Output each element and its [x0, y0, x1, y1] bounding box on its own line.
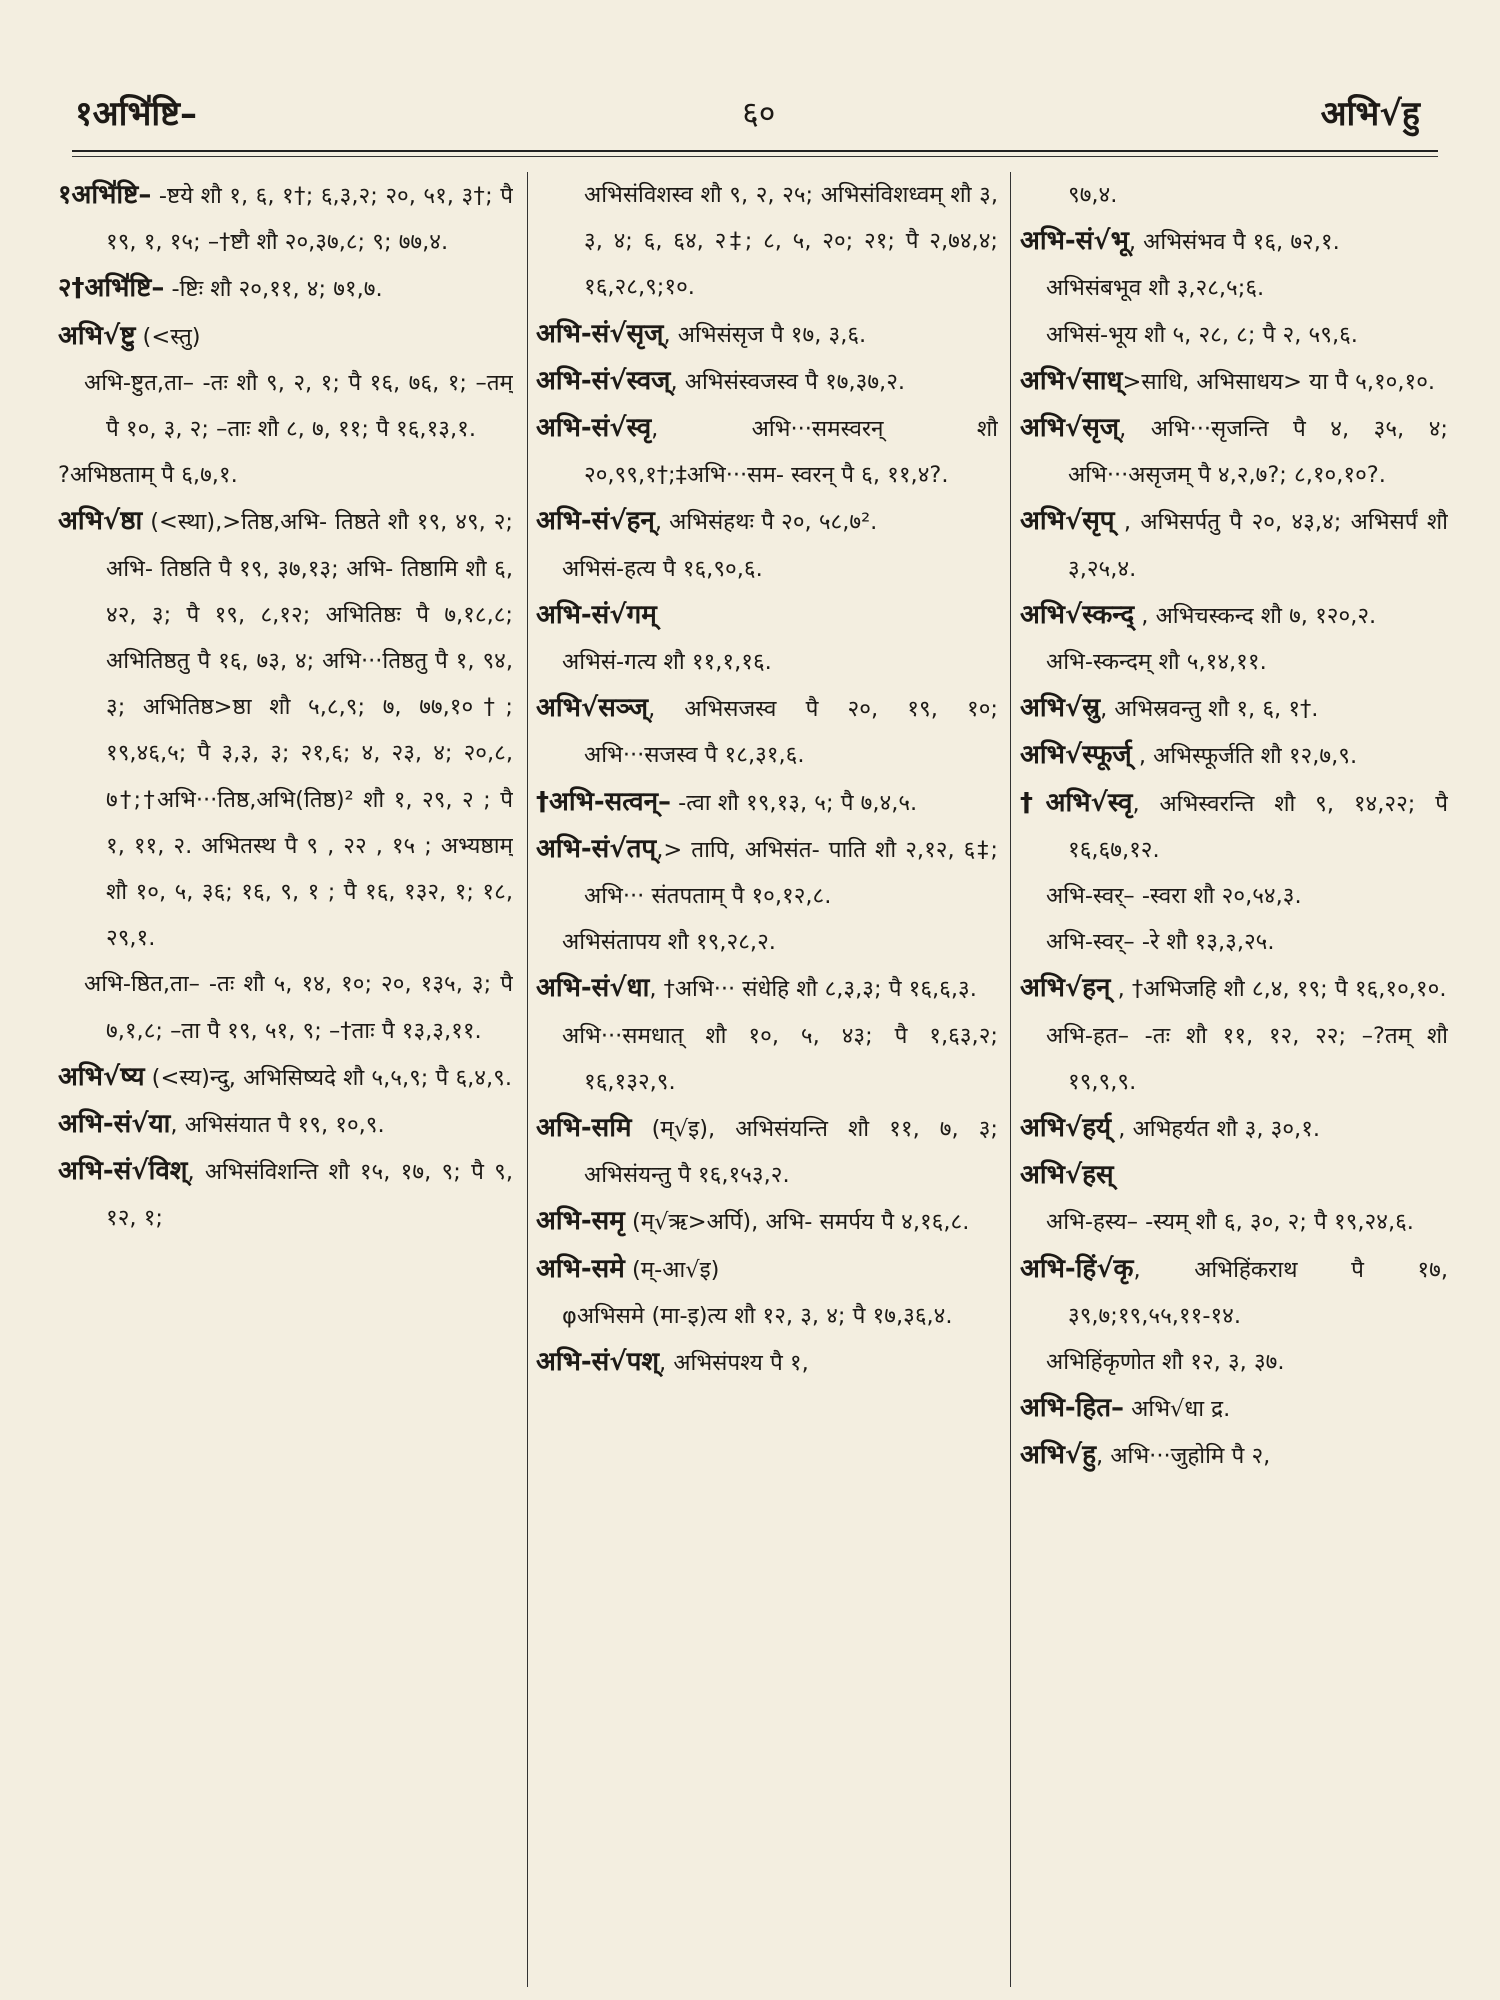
- dictionary-entry: [58, 452, 513, 498]
- entry-text: -त्वा शौ १९,१३, ५; पै ७,४,५.: [671, 789, 918, 816]
- entry-text: अभि-ष्टुत,ता– -तः शौ ९, २, १; पै १६, ७६, १; –तम् पै १०, ३, २; –ताः शौ ८, ७, ११; पै १६,१३,१.: [84, 369, 513, 443]
- dictionary-entry: [536, 592, 998, 639]
- entry-text: (म्√इ), अभिसंयन्ति शौ ११, ७, ३; अभिसंयन्तु पै १६,१५३,२.: [584, 1116, 998, 1189]
- entry-text: , †अभि··· संधेहि शौ ८,३,३; पै १६,६,३.: [649, 976, 977, 1003]
- entry-text: अभि-स्कन्दम् शौ ५,१४,११.: [1046, 649, 1267, 676]
- entry-headword: अभि√स्रु: [1020, 693, 1101, 724]
- dictionary-entry: [536, 826, 998, 919]
- dictionary-entry: [58, 1101, 513, 1148]
- dictionary-entry: [536, 1013, 998, 1105]
- entry-headword: अभि√ष्य: [58, 1061, 145, 1092]
- entry-text: अभिसं-भूय शौ ५, २८, ८; पै २, ५९,६.: [1046, 321, 1358, 348]
- entry-text: , अभिहिंकराथ पै १७, ३९,७;१९,५५,११-१४.: [1068, 1256, 1448, 1329]
- entry-text: , †अभिजहि शौ ८,४, १९; पै १६,१०,१०.: [1110, 976, 1447, 1003]
- dictionary-entry: [536, 405, 998, 498]
- entry-text: अभिसं-गत्य शौ ११,१,१६.: [562, 649, 772, 676]
- entry-text: , अभिस्वरन्ति शौ ९, १४,२२; पै १६,६७,१२.: [1068, 790, 1448, 863]
- entry-headword: अभि-सं√पश्: [536, 1347, 660, 1378]
- entry-text: ?अभिष्ठताम् पै ६,७,१.: [58, 462, 238, 489]
- dictionary-entry: [1020, 1199, 1448, 1245]
- header-right-guide-word: अभि√हु: [1320, 94, 1420, 134]
- dictionary-entry: [1020, 965, 1448, 1012]
- dictionary-entry: [1020, 1432, 1448, 1479]
- entry-text: -ष्टये शौ १, ६, १†; ६,३,२; २०, ५१, ३†; पै १९, १, १५; –†ष्टौ शौ २०,३७,८; ९; ७७,४.: [106, 183, 513, 256]
- entry-headword: अभि-सं√भू: [1020, 226, 1129, 257]
- page-number: ६०: [742, 93, 776, 132]
- entry-text: ,> तापि, अभिसंत- पाति शौ २,१२, ६‡; अभि··· संतपताम् पै १०,१२,८.: [584, 836, 998, 910]
- dictionary-entry: [536, 919, 998, 965]
- entry-headword: अभि-समे: [536, 1253, 625, 1284]
- entry-text: >साधि, अभिसाधय> या पै ५,१०,१०.: [1122, 368, 1436, 395]
- entry-headword: अभि√हर्य्: [1020, 1113, 1112, 1144]
- header-left-guide-word: १अभि॑ष्टि–: [75, 94, 198, 134]
- entry-text: φअभिसमे (मा-इ)त्य शौ १२, ३, ४; पै १७,३६,४.: [562, 1302, 953, 1329]
- dictionary-entry: [58, 1148, 513, 1241]
- entry-headword: †अभि√स्वृ: [1020, 787, 1133, 818]
- dictionary-entry: [536, 685, 998, 778]
- entry-text: (<स्य)न्दु, अभिसिष्यदे शौ ५,५,९; पै ६,४,९.: [144, 1064, 513, 1091]
- entry-text: , अभिसंस्वजस्व पै १७,३७,२.: [670, 368, 906, 395]
- dictionary-entry: [1020, 265, 1448, 311]
- entry-headword: अभि-सं√विश्: [58, 1156, 188, 1187]
- dictionary-entry: [536, 965, 998, 1012]
- entry-text: , अभिस्फूर्जति शौ १२,७,९.: [1131, 743, 1358, 770]
- dictionary-entry: [1020, 1385, 1448, 1432]
- dictionary-entry: [58, 498, 513, 961]
- entry-headword: अभि√हन्: [1020, 973, 1111, 1004]
- dictionary-entry: [536, 639, 998, 685]
- dictionary-entry: [1020, 218, 1448, 265]
- entry-text: ९७,४.: [1068, 182, 1118, 208]
- dictionary-entry: [58, 265, 513, 312]
- dictionary-entry: [536, 1339, 998, 1386]
- dictionary-entry: [1020, 639, 1448, 685]
- dictionary-entry: [536, 1246, 998, 1293]
- dictionary-entry: [1020, 1105, 1448, 1152]
- entry-text: , अभिसंविशन्ति शौ १५, १७, ९; पै ९, १२, १;: [106, 1159, 513, 1232]
- dictionary-entry: [1020, 1013, 1448, 1105]
- column-divider: [1010, 172, 1011, 1987]
- entry-text: , अभिसजस्व पै २०, १९, १०; अभि···सजस्व पै १८,३१,६.: [584, 696, 998, 769]
- entry-text: (म्-आ√इ): [624, 1256, 720, 1283]
- header-rule-thin: [72, 156, 1438, 157]
- entry-text: (म्√ऋ>अर्पि), अभि- समर्पय पै ४,१६,८.: [624, 1209, 970, 1236]
- header-rule: [72, 150, 1438, 152]
- entry-text: , अभिसंपश्य पै १,: [659, 1350, 809, 1377]
- entry-headword: अभि√सञ्ज्: [536, 693, 649, 724]
- column-divider: [527, 172, 528, 1987]
- dictionary-entry: [1020, 1339, 1448, 1385]
- column-2: [536, 172, 998, 1987]
- dictionary-entry: [1020, 685, 1448, 732]
- entry-text: , अभिसंयात पै १९, १०,९.: [170, 1112, 385, 1139]
- entry-text: , अभिसंसृज पै १७, ३,६.: [663, 321, 867, 348]
- entry-text: अभिसं-हत्य पै १६,९०,६.: [562, 555, 763, 582]
- dictionary-entry: [536, 1293, 998, 1339]
- entry-headword: अभि-समृ: [536, 1206, 625, 1237]
- entry-headword: अभि√हस्: [1020, 1160, 1114, 1191]
- entry-headword: १अभि॑ष्टि–: [58, 180, 152, 210]
- entry-headword: अभि-सं√स्वृ: [536, 413, 652, 444]
- entry-headword: अभि√स्फूर्ज्: [1020, 740, 1132, 771]
- dictionary-entry: [58, 172, 513, 265]
- entry-text: अभि-स्वर्– -स्वरा शौ २०,५४,३.: [1046, 883, 1302, 910]
- entry-text: अभि√धा द्र.: [1124, 1396, 1231, 1423]
- entry-text: , अभि···समस्वरन् शौ २०,९९,१†;‡अभि···सम- स्वरन् पै ६, ११,४?.: [584, 416, 998, 489]
- dictionary-entry: [1020, 358, 1448, 405]
- entry-headword: अभि-सं√गम्: [536, 599, 657, 630]
- entry-headword: †अभि-सत्वन्–: [536, 786, 672, 817]
- dictionary-entry: [536, 779, 998, 826]
- entry-text: (<स्तु): [135, 323, 201, 350]
- entry-headword: अभि-समि: [536, 1113, 632, 1144]
- entry-text: , अभिसंहथः पै २०, ५८,७².: [654, 509, 878, 536]
- dictionary-entry: [536, 498, 998, 545]
- entry-headword: अभि√ष्ठा: [58, 506, 143, 537]
- entry-text: अभिहिंकृणोत शौ १२, ३, ३७.: [1046, 1349, 1285, 1376]
- entry-text: अभिसंविशस्व शौ ९, २, २५; अभिसंविशध्वम् शौ ३, ३, ४; ६, ६४, २‡; ८, ५, २०; २१; पै २,७४,४; १६,२८,९;१०.: [584, 182, 998, 301]
- dictionary-entry: [1020, 498, 1448, 591]
- columns: [58, 172, 1448, 1987]
- entry-headword: अभि-सं√धा: [536, 973, 650, 1004]
- entry-headword: अभि√हु: [1020, 1440, 1097, 1471]
- entry-text: अभि-हत– -तः शौ ११, १२, २२; –?तम् शौ १९,९,९.: [1046, 1022, 1448, 1095]
- dictionary-entry: [58, 313, 513, 360]
- dictionary-entry: [1020, 405, 1448, 498]
- dictionary-entry: [1020, 592, 1448, 639]
- dictionary-entry: [1020, 1246, 1448, 1339]
- dictionary-entry: [58, 360, 513, 452]
- dictionary-entry: [1020, 312, 1448, 358]
- entry-text: अभि-ष्ठित,ता– -तः शौ ५, १४, १०; २०, १३५, ३; पै ७,१,८; –ता पै १९, ५१, ९; –†ताः पै १३,३,११.: [84, 971, 513, 1044]
- dictionary-entry: [1020, 172, 1448, 218]
- entry-headword: अभि-सं√सृज्: [536, 318, 664, 349]
- entry-headword: अभि√सृप्: [1020, 506, 1115, 537]
- dictionary-entry: [1020, 780, 1448, 873]
- column-1: [58, 172, 513, 1987]
- entry-headword: २†अभि॑ष्टि–: [58, 273, 165, 304]
- entry-text: , अभि···सृजन्ति पै ४, ३५, ४; अभि···असृजम् पै ४,२,७?; ८,१०,१०?.: [1068, 416, 1448, 489]
- entry-headword: अभि√साध्: [1020, 365, 1123, 396]
- entry-headword: अभि-हिं√कृ: [1020, 1253, 1134, 1284]
- entry-text: , अभि···जुहोमि पै २,: [1096, 1443, 1271, 1470]
- entry-headword: अभि-सं√या: [58, 1109, 171, 1140]
- dictionary-entry: [536, 1105, 998, 1198]
- dictionary-entry: [58, 961, 513, 1053]
- dictionary-entry: [58, 1054, 513, 1101]
- dictionary-entry: [1020, 873, 1448, 919]
- entry-headword: अभि-सं√स्वज्: [536, 365, 671, 396]
- dictionary-entry: [1020, 1152, 1448, 1199]
- dictionary-entry: [1020, 919, 1448, 965]
- entry-text: अभि-हस्य– -स्यम् शौ ६, ३०, २; पै १९,२४,६.: [1046, 1209, 1414, 1236]
- dictionary-entry: [536, 546, 998, 592]
- dictionary-entry: [536, 172, 998, 311]
- entry-headword: अभि√सृज्: [1020, 413, 1120, 444]
- entry-text: अभि-स्वर्– -रे शौ १३,३,२५.: [1046, 929, 1275, 956]
- entry-headword: अभि-सं√हन्: [536, 506, 655, 537]
- entry-text: अभिसंतापय शौ १९,२८,२.: [562, 929, 776, 956]
- entry-headword: अभि√स्कन्द्: [1020, 599, 1135, 630]
- dictionary-entry: [536, 358, 998, 405]
- entry-text: अभिसंबभूव शौ ३,२८,५;६.: [1046, 275, 1265, 302]
- entry-headword: अभि-हित–: [1020, 1393, 1125, 1424]
- entry-text: अभि···समधात् शौ १०, ५, ४३; पै १,६३,२; १६,१३२,९.: [562, 1022, 998, 1095]
- dictionary-entry: [536, 1198, 998, 1245]
- dictionary-entry: [536, 311, 998, 358]
- entry-headword: अभि-सं√तप्: [536, 833, 657, 864]
- page-header: [75, 82, 1420, 142]
- entry-text: , अभिस्रवन्तु शौ १, ६, १†.: [1100, 696, 1319, 723]
- entry-text: , अभिसंभव पै १६, ७२,१.: [1128, 229, 1340, 256]
- entry-text: (<स्था),>तिष्ठ,अभि- तिष्ठते शौ १९, ४९, २; अभि- तिष्ठति पै १९, ३७,१३; अभि- तिष्ठामि शौ ६, ४२, ३; पै १९, ८,१२; अभितिष्ठः पै ७,१८,८; अभितिष्ठतु पै १६, ७३, ४; अभि···तिष्ठतु पै १, ९४, ३; अभितिष्ठ>ष्ठा शौ ५,८,९; ७, ७७,१०†; १९,४६,५; पै ३,३, ३; २१,६; ४, २३, ४; २०,८, ७†;†अभि···तिष्ठ,अभि(तिष्ठ)² शौ १, २९, २ ; पै १, ११, २. अभितस्थ पै ९ , २२ , १५ ; अभ्यष्ठाम् शौ १०, ५, ३६; १६, ९, १ ; पै १६, १३२, १; १८, २९,१.: [106, 509, 513, 952]
- dictionary-entry: [1020, 732, 1448, 779]
- entry-headword: अभि√ष्टु: [58, 320, 136, 351]
- column-3: [1020, 172, 1448, 1987]
- entry-text: -ष्टिः शौ २०,११, ४; ७१,७.: [164, 276, 383, 303]
- entry-text: , अभिसर्पतु पै २०, ४३,४; अभिसर्पं शौ ३,२५,४.: [1068, 509, 1448, 582]
- entry-text: , अभिचस्कन्द शौ ७, १२०,२.: [1134, 602, 1377, 629]
- entry-text: , अभिहर्यत शौ ३, ३०,१.: [1111, 1116, 1321, 1143]
